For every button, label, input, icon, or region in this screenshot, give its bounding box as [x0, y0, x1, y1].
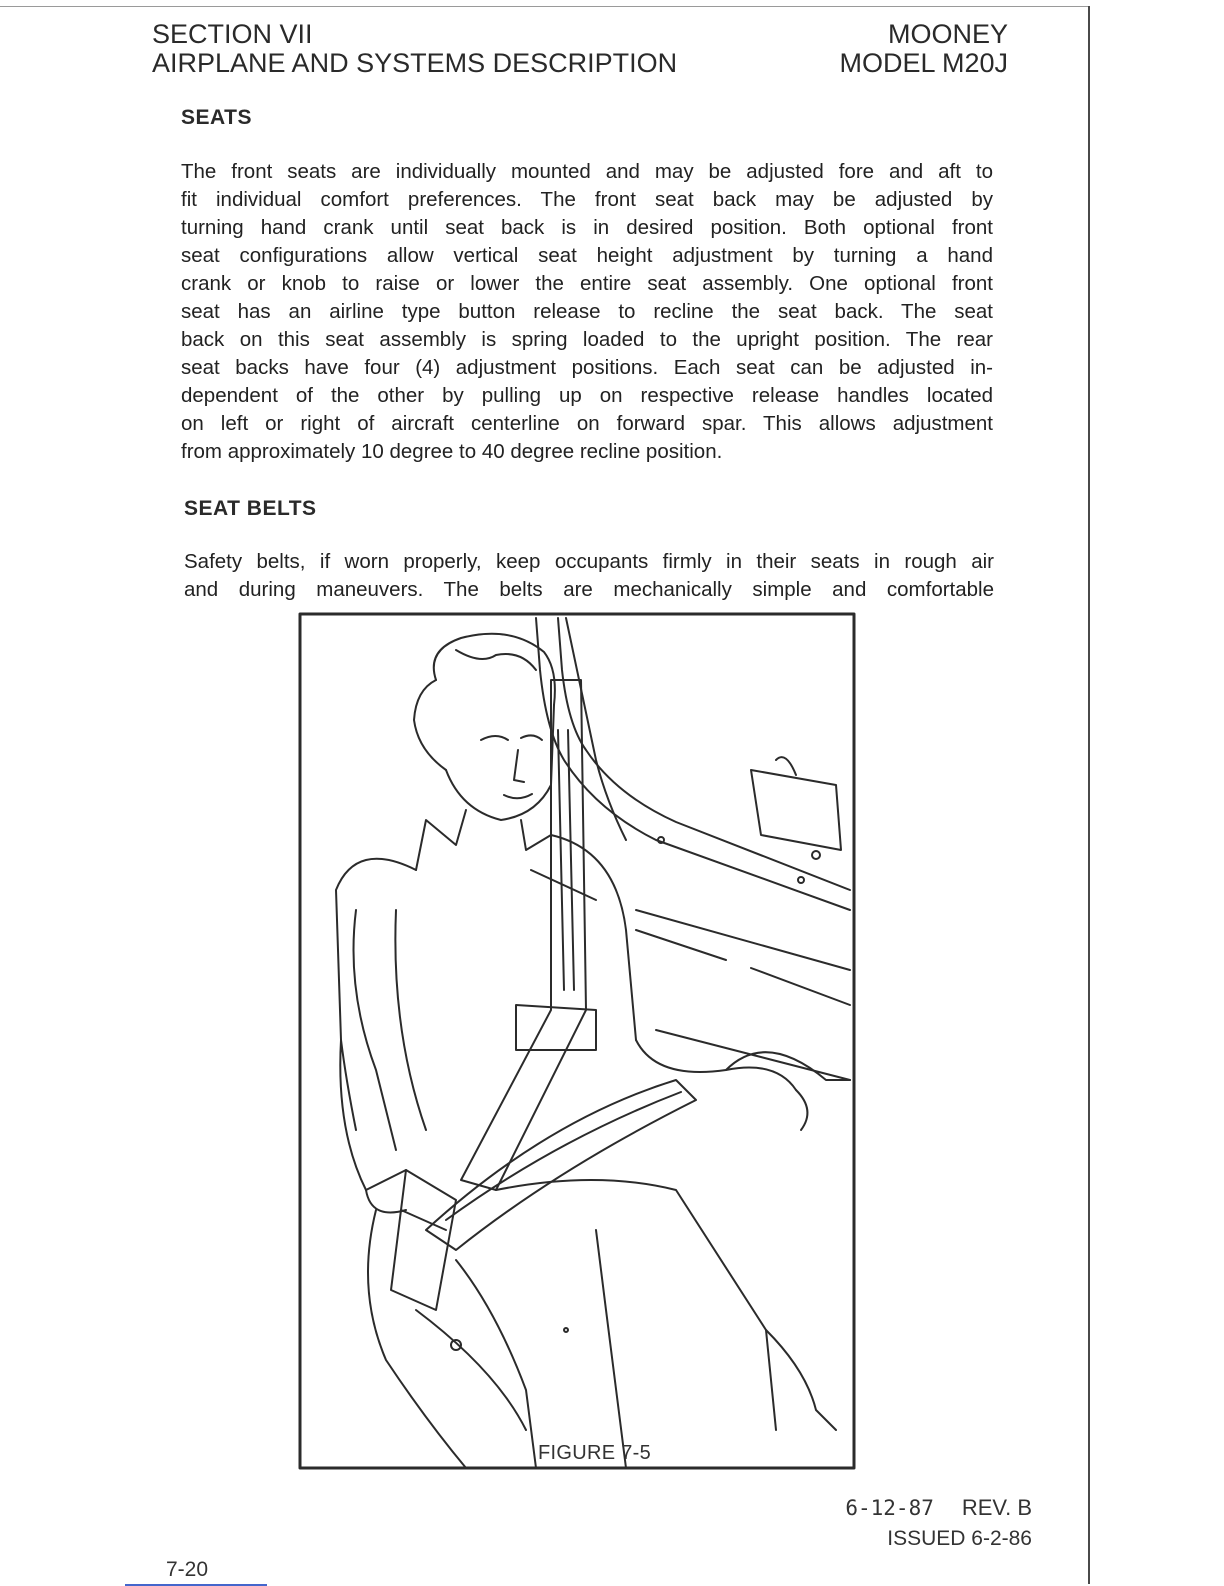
face-outline	[446, 705, 554, 820]
collar	[416, 810, 466, 870]
paragraph-line: crank or knob to raise or lower the entire seat assembly. One optional front	[181, 272, 993, 295]
section-header	[152, 20, 677, 78]
paragraph-line: seat has an airline type button release to recline the seat back. The seat	[181, 300, 993, 323]
right-margin-rule	[1088, 6, 1090, 1584]
paragraph-line: back on this seat assembly is spring loaded to the upright position. The rear	[181, 328, 993, 351]
revision-date: 6-12-87	[845, 1496, 934, 1520]
section-title: AIRPLANE AND SYSTEMS DESCRIPTION	[152, 48, 678, 78]
top-rule	[0, 6, 1090, 7]
eye	[521, 735, 542, 740]
figure-frame	[300, 614, 854, 1468]
leg	[496, 1180, 776, 1430]
paragraph-line: seat configurations allow vertical seat height adjustment by turning a hand	[181, 244, 993, 267]
door-handle-panel	[751, 770, 841, 850]
paragraph-line: Safety belts, if worn properly, keep occupants firmly in their seats in rough air	[184, 550, 994, 573]
model-header	[839, 20, 1008, 78]
revision-label: REV. B	[961, 1495, 1032, 1520]
figure-caption: FIGURE 7-5	[538, 1442, 652, 1464]
belt-adjuster	[516, 1005, 596, 1050]
paragraph-line: and during maneuvers. The belts are mechanically simple and comfortable	[184, 578, 994, 601]
seated-occupant-drawing	[296, 610, 858, 1472]
page-number: 7-20	[166, 1558, 209, 1581]
seats-paragraph	[181, 158, 993, 466]
right-arm	[636, 1040, 796, 1090]
revision-info	[845, 1495, 1032, 1521]
paragraph-line: seat backs have four (4) adjustment positions. Each seat can be adjusted in-	[181, 356, 993, 379]
shoulder-left	[336, 859, 416, 1130]
leg	[456, 1260, 536, 1468]
shoe	[766, 1330, 836, 1430]
seats-heading: SEATS	[181, 106, 252, 129]
section-number: SECTION VII	[152, 19, 313, 49]
seat-belts-heading: SEAT BELTS	[184, 497, 317, 520]
belt-buckle	[391, 1170, 456, 1310]
nose	[514, 750, 524, 782]
manufacturer: MOONEY	[887, 19, 1008, 49]
mouth	[504, 794, 532, 798]
seat-belts-paragraph	[184, 548, 994, 604]
seat-belt-illustration	[296, 610, 858, 1472]
paragraph-line: from approximately 10 degree to 40 degree recline position.	[181, 440, 723, 463]
paragraph-line: turning hand crank until seat back is in desired position. Both optional front	[181, 216, 993, 239]
paragraph-line: The front seats are individually mounted and may be adjusted fore and aft to	[181, 160, 993, 183]
door-frame-line	[558, 618, 850, 890]
paragraph-line: fit individual comfort preferences. The front seat back may be adjusted by	[181, 188, 993, 211]
model-name: MODEL M20J	[839, 48, 1008, 78]
paragraph-line: on left or right of aircraft centerline on forward spar. This allows adjustment	[181, 412, 993, 435]
paragraph-line: dependent of the other by pulling up on respective release handles located	[181, 384, 993, 407]
issued-date: ISSUED 6-2-86	[887, 1527, 1032, 1550]
eye	[481, 736, 508, 740]
lap-belt	[426, 1080, 696, 1250]
shoulder-belt	[461, 680, 586, 1190]
